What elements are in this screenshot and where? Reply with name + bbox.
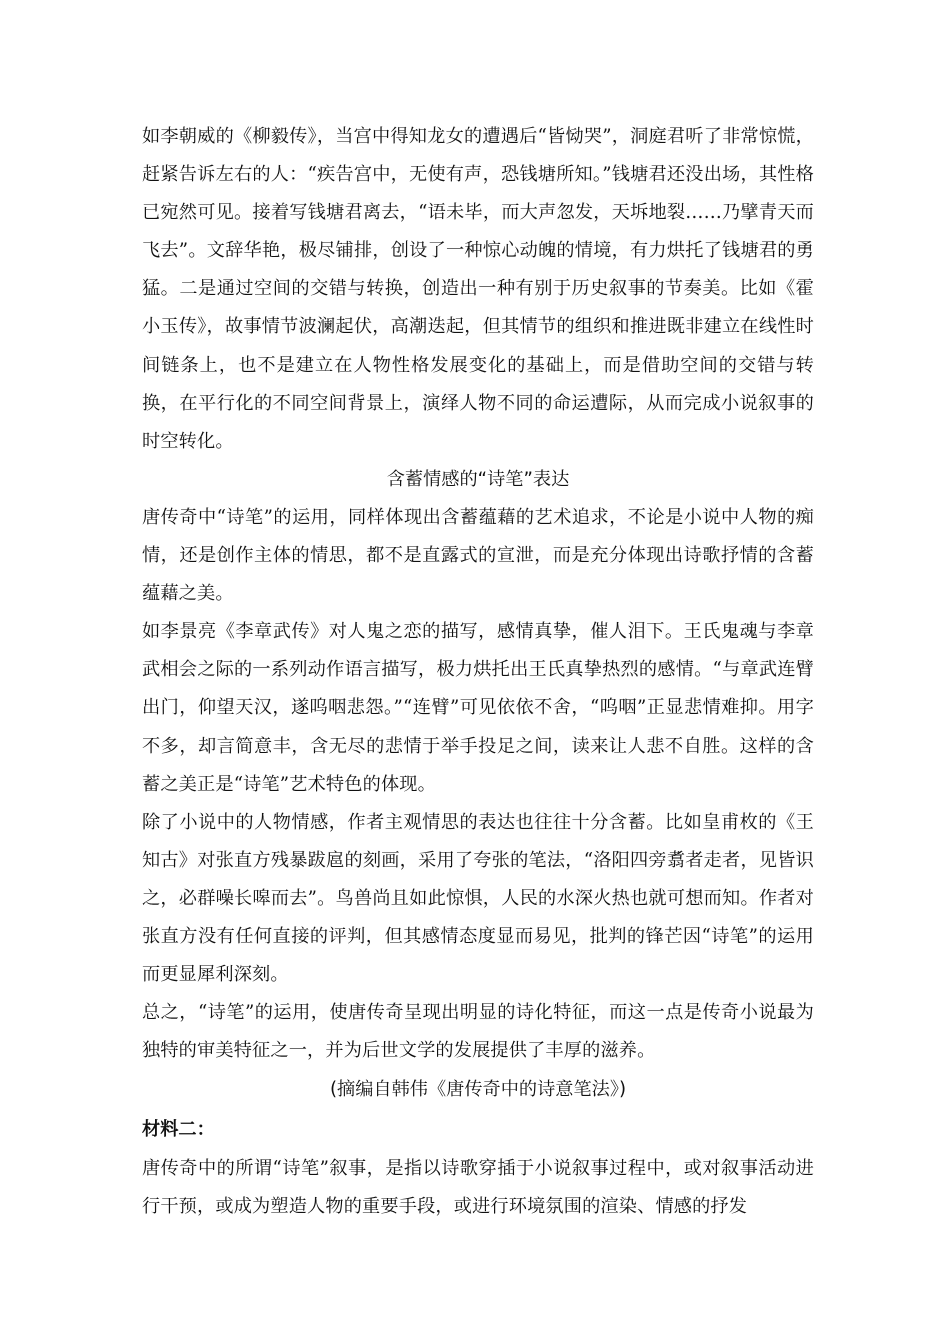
material-paragraph: 唐传奇中的所谓“诗笔”叙事，是指以诗歌穿插于小说叙事过程中，或对叙事活动进行干预，或成为塑造人物的重要手段，或进行环境氛围的渲染、情感的抒发 — [142, 1158, 814, 1218]
section-heading: 含蓄情感的“诗笔”表达 — [386, 468, 570, 490]
body-paragraph-1: 唐传奇中“诗笔”的运用，同样体现出含蓄蕴藉的艺术追求，不论是小说中人物的痴情，还是创作主体的情思，都不是直露式的宣泄，而是充分体现出诗歌抒情的含蓄蕴藉之美。 — [142, 506, 814, 605]
source-note: (摘编自韩伟《唐传奇中的诗意笔法》) — [329, 1079, 627, 1101]
body-paragraph-4: 总之，“诗笔”的运用，使唐传奇呈现出明显的诗化特征，而这一点是传奇小说最为独特的审美特征之一，并为后世文学的发展提供了丰厚的滋养。 — [142, 1002, 814, 1062]
body-paragraph-3: 除了小说中的人物情感，作者主观情思的表达也往往十分含蓄。比如皇甫枚的《王知古》对张直方残暴跋扈的刻画，采用了夸张的笔法，“洛阳四旁翥者走者，见皆识之，必群噪长嗥而去”。鸟兽尚且如此惊惧，人民的水深火热也就可想而知。作者对张直方没有任何直接的评判，但其感情态度显而易见，批判的锋芒因“诗笔”的运用而更显犀利深刻。 — [142, 811, 814, 986]
intro-paragraph: 如李朝威的《柳毅传》，当宫中得知龙女的遭遇后“皆恸哭”，洞庭君听了非常惊慌，赶紧告诉左右的人：“疾告宫中，无使有声，恐钱塘所知。”钱塘君还没出场，其性格已宛然可见。接着写钱塘君离去，“语未毕，而大声忽发，天坼地裂……乃擘青天而飞去”。文辞华艳，极尽铺排，创设了一种惊心动魄的情境，有力烘托了钱塘君的勇猛。二是通过空间的交错与转换，创造出一种有别于历史叙事的节奏美。比如《霍小玉传》，故事情节波澜起伏，高潮迭起，但其情节的组织和推进既非建立在线性时间链条上，也不是建立在人物性格发展变化的基础上，而是借助空间的交错与转换，在平行化的不同空间背景上，演绎人物不同的命运遭际，从而完成小说叙事的时空转化。 — [142, 126, 814, 452]
document-page — [142, 118, 814, 1227]
material-label: 材料二： — [142, 1119, 215, 1141]
body-paragraph-2: 如李景亮《李章武传》对人鬼之恋的描写，感情真挚，催人泪下。王氏鬼魂与李章武相会之际的一系列动作语言描写，极力烘托出王氏真挚热烈的感情。“与章武连臂出门，仰望天汉，遂呜咽悲怨。”“连臂”可见依依不舍，“呜咽”正显悲情难抑。用字不多，却言简意丰，含无尽的悲情于举手投足之间，读来让人悲不自胜。这样的含蓄之美正是“诗笔”艺术特色的体现。 — [142, 621, 814, 795]
